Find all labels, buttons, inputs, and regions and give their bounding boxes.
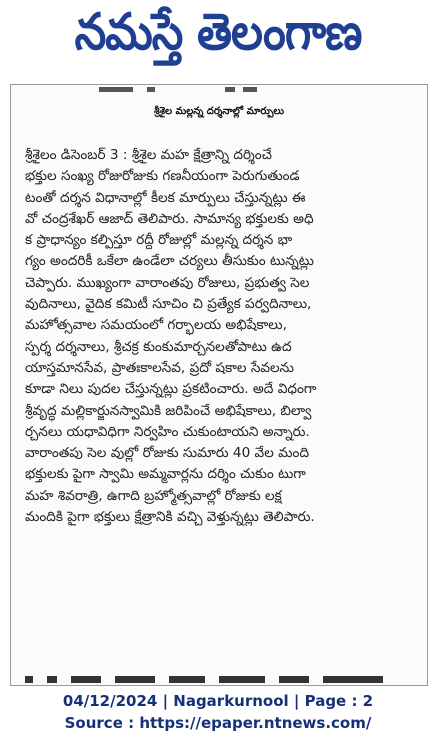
cut-off-previous-text (11, 85, 427, 97)
article-line: గ్యం అందరికీ ఒకేలా ఉండేలా చర్యలు తీసుకుం టున్నట్లు (25, 253, 314, 270)
clipping-source-footer (0, 690, 436, 734)
cut-off-next-text (25, 676, 415, 683)
article-line: మహోత్సవాల సమయంలో గర్భాలయ అభిషేకాలు, (25, 317, 287, 334)
article-line: మందికి పైగా భక్తులు క్షేత్రానికి వచ్చి వెళ్తున్నట్లు తెలిపారు. (25, 509, 315, 526)
article-line: శ్రీశైలం డిసెంబర్ 3 : శ్రీశైల మహ క్షేత్రాన్ని దర్శించే (25, 147, 272, 163)
article-line: వో చంద్రశేఖర్ ఆజాద్ తెలిపారు. సామాన్య భక్తులకు అధి (25, 210, 314, 227)
masthead (0, 0, 436, 76)
article-line: కూడా నిలు పుదల చేస్తున్నట్లు ప్రకటించారు. అదే విధంగా (25, 381, 317, 398)
article-line: చెప్పారు. ముఖ్యంగా వారాంతపు రోజులు, ప్రభుత్వ సెల (25, 274, 310, 291)
article-line: శ్రీవృద్ధ మల్లికార్జునస్వామికి జరిపించే అభిషేకాలు, బిల్వా (25, 402, 312, 419)
article-clipping (10, 84, 428, 686)
date-edition-page: 04/12/2024 | Nagarkurnool | Page : 2 (62, 692, 374, 710)
article-line: ర్చనలు యధావిధిగా నిర్వహిం చుకుంటాయని అన్నారు. (25, 423, 310, 440)
newspaper-logo-title: నమస్తే తెలంగాణ (74, 2, 362, 62)
article-line: స్పర్శ దర్శనాలు, శ్రీచక్ర కుంకుమార్చనలతోపాటు ఉద (25, 338, 292, 355)
source-url: Source : https://epaper.ntnews.com/ (64, 714, 372, 732)
article-line: యాస్తమానసేవ, ప్రాతఃకాలసేవ, ప్రదో షకాల సేవలను (25, 359, 294, 376)
article-line: టంతో దర్శన విధానాల్లో కీలక మార్పులు చేస్తున్నట్లు ఈ (25, 189, 306, 206)
article-headline: శ్రీశైల మల్లన్న దర్శనాల్లో మార్పులు (154, 106, 284, 117)
article-line: మహ శివరాత్రి, ఉగాది బ్రహ్మోత్సవాల్లో రోజుకు లక్ష (25, 487, 282, 504)
article-line: భక్తులకు పైగా స్వామి అమ్మవార్లను దర్శిం చుకుం టుగా (25, 466, 306, 483)
article-line: వారాంతపు సెల వుల్లో రోజుకు సుమారు 40 వేల మంది (25, 445, 310, 462)
article-line: భక్తుల సంఖ్య రోజురోజుకు గణనీయంగా పెరుగుతుండ (25, 168, 300, 185)
article-body (25, 145, 415, 528)
article-line: క ప్రాధాన్యం కల్పిస్తూ రద్దీ రోజుల్లో మల్లన్న దర్శన భా (25, 232, 293, 249)
article-line: వుదినాలు, వైదిక కమిటీ సూచిం చి ప్రత్యేక పర్వదినాలు, (25, 296, 312, 313)
